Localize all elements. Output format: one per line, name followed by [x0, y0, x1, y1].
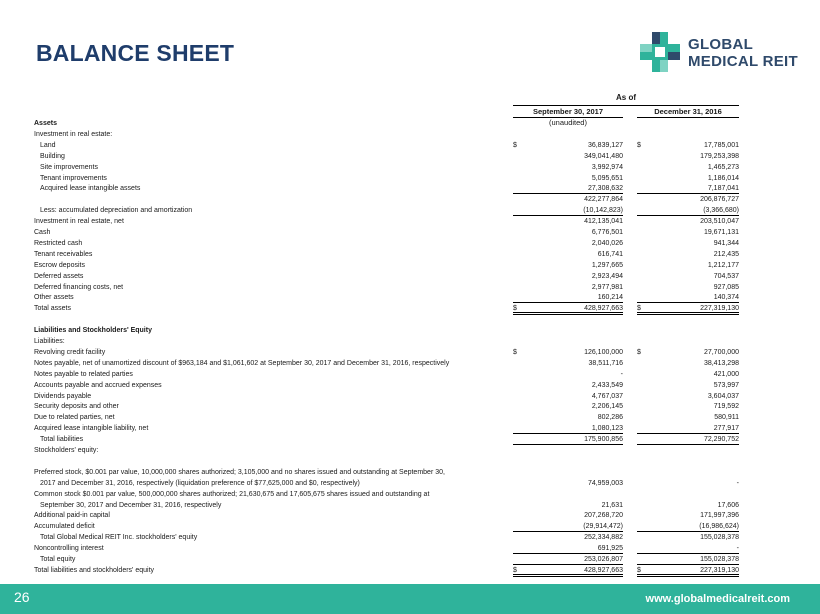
currency-symbol: $ — [637, 305, 641, 313]
value-dec-2016: 421,000 — [713, 370, 739, 378]
table-row — [0, 413, 820, 423]
row-label: Additional paid-in capital — [34, 512, 110, 520]
value-sep-2017: 2,040,026 — [591, 239, 623, 247]
row-label: Accumulated deficit — [34, 523, 95, 531]
table-row — [0, 490, 820, 500]
row-label: Liabilities and Stockholders' Equity — [34, 327, 152, 335]
currency-symbol: $ — [637, 141, 641, 149]
value-sep-2017: 2,433,549 — [591, 381, 623, 389]
currency-symbol: $ — [637, 348, 641, 356]
table-row — [0, 163, 820, 173]
value-dec-2016: 171,997,396 — [700, 512, 739, 520]
row-label: Common stock $0.001 par value, 500,000,000 shares authorized; 21,630,675 and 17,605,675 shares issued and outstanding at — [34, 490, 430, 498]
table-row — [0, 468, 820, 478]
row-label: Deferred assets — [34, 272, 84, 280]
table-row — [0, 141, 820, 151]
value-dec-2016: 155,028,378 — [637, 555, 739, 565]
value-sep-2017: 6,776,501 — [591, 229, 623, 236]
row-label: Accounts payable and accrued expenses — [34, 381, 162, 389]
value-sep-2017: 802,286 — [597, 414, 623, 422]
table-row — [0, 261, 820, 271]
value-sep-2017: 422,277,864 — [584, 196, 623, 204]
table-row — [0, 239, 820, 249]
table-row — [0, 501, 820, 511]
unaudited-note: (unaudited) — [549, 118, 587, 127]
currency-symbol: $ — [637, 566, 641, 574]
value-dec-2016: - — [637, 544, 739, 554]
table-row — [0, 555, 820, 565]
value-dec-2016: 7,187,041 — [637, 184, 739, 194]
value-sep-2017: 175,900,856 — [513, 435, 623, 445]
table-row — [0, 228, 820, 238]
value-sep-2017: 428,927,663 — [513, 566, 623, 577]
value-dec-2016: 3,604,037 — [707, 392, 739, 400]
table-row — [0, 424, 820, 434]
value-sep-2017: 691,925 — [513, 544, 623, 554]
table-row — [0, 348, 820, 358]
value-sep-2017: 616,741 — [597, 250, 623, 258]
table-row — [0, 195, 820, 205]
row-label: Escrow deposits — [34, 261, 85, 269]
table-row — [0, 479, 820, 489]
table-row — [0, 435, 820, 445]
table-row — [0, 152, 820, 162]
column-header-sep-2017: September 30, 2017 — [513, 107, 623, 118]
value-dec-2016: 927,085 — [713, 283, 739, 291]
value-dec-2016: - — [736, 479, 739, 487]
row-label: Investment in real estate: — [34, 130, 113, 138]
row-label: Building — [40, 152, 65, 160]
value-dec-2016: 704,537 — [713, 272, 739, 280]
row-label: Assets — [34, 120, 57, 127]
row-label: 2017 and December 31, 2016, respectively (liquidation preference of $77,625,000 and $0, respectively) — [40, 479, 360, 487]
value-dec-2016: 17,785,001 — [703, 141, 739, 149]
value-dec-2016: 277,917 — [637, 424, 739, 434]
table-row — [0, 533, 820, 543]
value-sep-2017: 253,026,807 — [513, 555, 623, 565]
logo-line-2: MEDICAL REIT — [688, 53, 798, 70]
value-dec-2016: 1,212,177 — [707, 261, 739, 269]
value-dec-2016: 212,435 — [713, 250, 739, 258]
row-label: Due to related parties, net — [34, 414, 115, 422]
currency-symbol: $ — [513, 348, 517, 356]
row-label: Tenant receivables — [34, 250, 93, 258]
table-spacer-row — [0, 315, 820, 325]
row-label: Acquired lease intangible liability, net — [34, 425, 149, 433]
value-dec-2016: 1,186,014 — [707, 174, 739, 182]
row-label: Dividends payable — [34, 392, 92, 400]
table-row — [0, 381, 820, 391]
row-label: Deferred financing costs, net — [34, 283, 124, 291]
row-label: Total Global Medical REIT Inc. stockholders' equity — [40, 534, 198, 542]
value-dec-2016: 1,465,273 — [707, 163, 739, 171]
value-dec-2016: 155,028,378 — [700, 534, 739, 542]
row-label: Noncontrolling interest — [34, 545, 104, 553]
table-row — [0, 206, 820, 216]
value-sep-2017: 4,767,037 — [591, 392, 623, 400]
column-group-header: As of — [513, 93, 739, 106]
table-row — [0, 544, 820, 554]
table-row — [0, 359, 820, 369]
row-label: Land — [40, 141, 56, 149]
column-header-dec-2016: December 31, 2016 — [637, 107, 739, 118]
value-dec-2016: 206,876,727 — [700, 196, 739, 204]
row-label: Total liabilities and stockholders' equity — [34, 566, 155, 574]
table-row — [0, 370, 820, 380]
table-row — [0, 174, 820, 184]
value-dec-2016: 140,374 — [637, 293, 739, 303]
row-label: Site improvements — [40, 163, 98, 171]
value-sep-2017: 1,297,665 — [591, 261, 623, 269]
row-label: Tenant improvements — [40, 174, 107, 182]
value-dec-2016: 19,671,131 — [703, 229, 739, 236]
value-dec-2016: 179,253,398 — [700, 152, 739, 160]
table-row — [0, 304, 820, 314]
value-sep-2017: 412,135,041 — [584, 218, 623, 226]
value-sep-2017: (29,914,472) — [513, 522, 623, 532]
value-sep-2017: 38,511,716 — [588, 359, 623, 367]
value-sep-2017: 1,080,123 — [513, 424, 623, 434]
currency-symbol: $ — [513, 566, 517, 574]
row-label: Liabilities: — [34, 338, 65, 345]
website-link[interactable]: www.globalmedicalreit.com — [645, 593, 790, 605]
table-row — [0, 283, 820, 293]
table-row — [0, 402, 820, 412]
table-row — [0, 446, 820, 456]
value-sep-2017: 36,839,127 — [587, 141, 623, 149]
table-row — [0, 511, 820, 521]
table-row — [0, 272, 820, 282]
value-dec-2016: 227,319,130 — [637, 304, 739, 315]
value-sep-2017: 3,992,974 — [591, 163, 623, 171]
row-label: Restricted cash — [34, 239, 83, 247]
value-dec-2016: 580,911 — [714, 414, 739, 422]
value-sep-2017: 74,959,003 — [587, 479, 623, 487]
row-label: Security deposits and other — [34, 403, 119, 411]
row-label: Less: accumulated depreciation and amortization — [40, 207, 193, 215]
table-row — [0, 217, 820, 227]
value-sep-2017: - — [620, 370, 623, 378]
value-dec-2016: (16,986,624) — [637, 522, 739, 532]
value-sep-2017: (10,142,823) — [513, 206, 623, 216]
value-sep-2017: 160,214 — [513, 293, 623, 303]
table-spacer-row — [0, 457, 820, 467]
table-row — [0, 337, 820, 347]
value-dec-2016: 17,606 — [717, 501, 739, 509]
row-label: September 30, 2017 and December 31, 2016, respectively — [40, 501, 222, 509]
row-label: Revolving credit facility — [34, 348, 106, 356]
value-dec-2016: 27,700,000 — [703, 348, 739, 356]
row-label: Cash — [34, 229, 51, 236]
currency-symbol: $ — [513, 305, 517, 313]
value-dec-2016: 573,997 — [713, 381, 739, 389]
row-label: Total equity — [40, 556, 76, 563]
value-sep-2017: 27,308,632 — [513, 184, 623, 194]
value-sep-2017: 2,206,145 — [591, 403, 623, 411]
value-dec-2016: 38,413,298 — [703, 359, 739, 367]
page-title: BALANCE SHEET — [36, 40, 235, 66]
value-dec-2016: 719,592 — [713, 403, 739, 411]
value-sep-2017: 428,927,663 — [513, 304, 623, 315]
row-label: Stockholders' equity: — [34, 447, 99, 454]
value-sep-2017: 2,923,494 — [591, 272, 623, 280]
row-label: Total assets — [34, 305, 71, 313]
row-label: Investment in real estate, net — [34, 218, 124, 226]
table-row — [0, 522, 820, 532]
value-dec-2016: 72,290,752 — [637, 435, 739, 445]
value-sep-2017: 5,095,651 — [591, 174, 623, 182]
value-sep-2017: 207,268,720 — [584, 512, 623, 520]
table-row — [0, 250, 820, 260]
row-label: Notes payable to related parties — [34, 370, 133, 378]
logo-line-1: GLOBAL — [688, 36, 754, 53]
value-sep-2017: 349,041,480 — [584, 152, 623, 160]
row-label: Preferred stock, $0.001 par value, 10,000,000 shares authorized; 3,105,000 and no shares issued and outstanding at September 30, — [34, 468, 445, 476]
table-row — [0, 566, 820, 576]
value-dec-2016: 941,344 — [713, 239, 739, 247]
value-dec-2016: 203,510,047 — [700, 218, 739, 226]
row-label: Acquired lease intangible assets — [40, 185, 141, 193]
value-sep-2017: 2,977,981 — [591, 283, 623, 291]
row-label: Notes payable, net of unamortized discount of $963,184 and $1,061,602 at September 30, 2017 and December 31, 2016, respectively — [34, 359, 450, 367]
currency-symbol: $ — [513, 141, 517, 149]
table-row — [0, 184, 820, 194]
table-row — [0, 130, 820, 140]
value-dec-2016: (3,366,680) — [637, 206, 739, 216]
table-row — [0, 119, 820, 129]
table-row — [0, 326, 820, 336]
row-label: Total liabilities — [40, 436, 84, 444]
table-row — [0, 392, 820, 402]
value-sep-2017: 252,334,882 — [584, 534, 623, 542]
table-row — [0, 293, 820, 303]
page-number: 26 — [14, 589, 30, 605]
value-sep-2017: 126,100,000 — [584, 348, 623, 356]
value-dec-2016: 227,319,130 — [637, 566, 739, 577]
value-sep-2017: 21,631 — [601, 501, 623, 509]
row-label: Other assets — [34, 294, 74, 302]
